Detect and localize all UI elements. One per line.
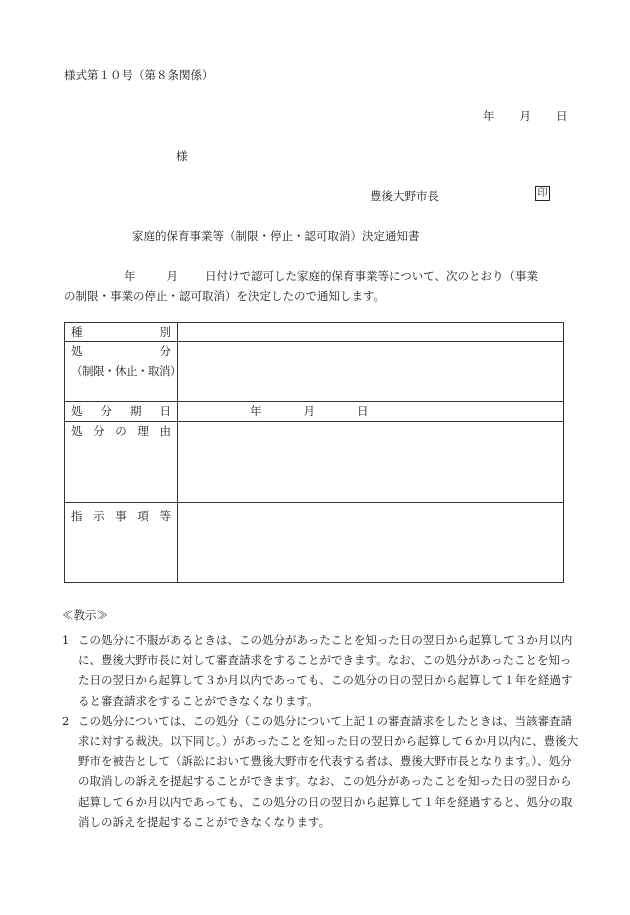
instructions-row [65,503,564,583]
disposition-label [65,342,181,402]
notice-number: 1 [62,633,70,647]
notice-number: 2 [62,713,70,728]
label-char: 処 [71,404,83,418]
date-value-month: 月 [303,404,315,418]
disposition-sub-label: （制限・休止・取消） [71,364,181,378]
label-char: 事 [115,509,127,523]
label-char: 分 [93,424,105,438]
intro-line1: 日付けで認可した家庭的保育事業等について、次のとおり（事業 [205,269,539,283]
label-char: 由 [159,424,171,438]
type-label [65,323,178,342]
type-value-cell[interactable] [178,323,564,342]
date-year-label: 年 [483,109,495,123]
intro-year: 年 [124,269,136,283]
type-row [65,323,564,342]
date-month-label: 月 [519,109,531,123]
recipient-suffix: 様 [176,149,188,163]
date-row [65,402,564,422]
date-day-label: 日 [556,109,568,123]
label-char: 示 [93,509,105,523]
label-char: の [115,424,127,438]
date-value-day: 日 [357,404,369,418]
label-char: 分 [100,404,112,418]
label-char: 等 [159,509,171,523]
notice-text: この処分に不服があるときは、この処分があったことを知った日の翌日から起算して３か月以内に、豊後大野市長に対して審査請求をすることができます。なお、この処分があったことを知った日の翌日から起算して３か月以内であっても、この処分の日の翌日から起算して１年を経過すると審査請求をすることができなくなります。 [78,633,573,708]
label-char: 期 [130,404,142,418]
document-title: 家庭的保育事業等（制限・停止・認可取消）決定通知書 [132,229,420,243]
intro-line2: の制限・事業の停止・認可取消）を決定したので通知します。 [64,289,386,303]
form-number: 様式第１０号（第８条関係） [64,68,214,82]
label-char: 処 [71,424,83,438]
issuer-name: 豊後大野市長 [370,189,439,203]
label-char: 理 [137,424,149,438]
seal-mark: 印 [535,186,550,201]
date-value-cell[interactable] [178,402,564,422]
instructions-label [65,503,178,583]
label-char: 別 [159,325,171,339]
notice-item [62,711,580,832]
label-char: 処 [71,344,83,358]
label-char: 種 [71,325,83,339]
notice-item [62,630,580,711]
label-char: 項 [137,509,149,523]
disposition-value-cell[interactable] [178,342,564,402]
instructions-value-cell[interactable] [178,503,564,583]
date-label [65,402,178,422]
label-char: 分 [159,344,171,358]
notice-heading: ≪教示≫ [62,608,108,622]
intro-paragraph [64,266,574,306]
notice-list [62,630,580,832]
disposition-row [65,342,564,402]
notice-text: この処分については、この処分（この処分について上記１の審査請求をしたときは、当該審査請求に対する裁決。以下同じ。）があったことを知った日の翌日から起算して６か月以内に、豊後大野市を被告として（訴訟において豊後大野市を代表する者は、豊後大野市長となります。）、処分の取消しの訴えを提起することができます。なお、この処分があったことを知った日の翌日から起算して６か月以内であっても、この処分の日の翌日から起算して１年を経過すると、処分の取消しの訴えを提起することができなくなります。 [78,713,579,829]
details-table [64,322,564,583]
date-value-year: 年 [250,404,262,418]
issue-date [483,108,568,124]
intro-month: 月 [166,269,178,283]
label-char: 指 [71,509,83,523]
label-char: 日 [159,404,171,418]
reason-value-cell[interactable] [178,422,564,503]
reason-row [65,422,564,503]
reason-label [65,422,178,503]
